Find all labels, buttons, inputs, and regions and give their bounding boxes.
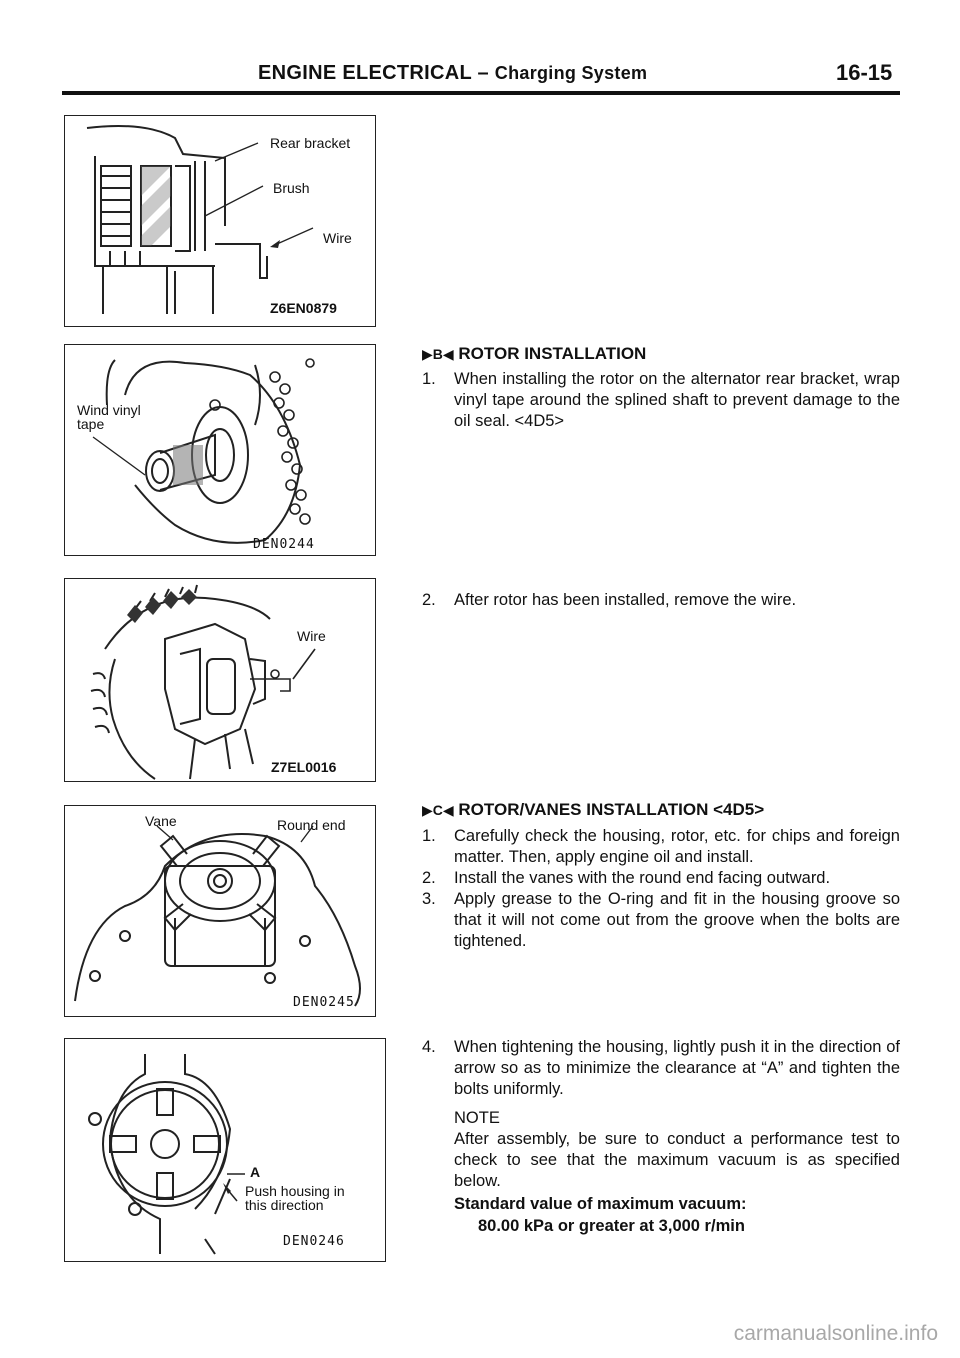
header-dash: –	[477, 62, 489, 84]
label-tape: tape	[77, 416, 105, 432]
step-text: Carefully check the housing, rotor, etc. for chips and foreign matter. Then, apply engine oil and install.	[454, 827, 900, 866]
section-heading-vanes	[422, 800, 764, 820]
standard-value: 80.00 kPa or greater at 3,000 r/min	[478, 1217, 745, 1235]
step-text: When installing the rotor on the alternator rear bracket, wrap vinyl tape around the splined shaft to prevent damage to the oil seal. <4D5>	[454, 370, 900, 430]
figure-code: DEN0244	[253, 537, 315, 552]
figure-push-housing	[64, 1038, 386, 1262]
step-text: When tightening the housing, lightly push it in the direction of arrow so as to minimize the clearance at “A” and tighten the bolts uniformly.	[454, 1038, 900, 1098]
label-rear-bracket: Rear bracket	[270, 135, 351, 151]
figure-code: Z7EL0016	[271, 759, 337, 775]
figure-code: DEN0246	[283, 1234, 345, 1249]
rotor-vanes-diagram	[65, 806, 375, 1016]
header-subtitle: Charging System	[494, 63, 648, 83]
note-label: NOTE	[454, 1109, 500, 1127]
label-round-end: Round end	[277, 817, 346, 833]
vanes-step-3	[422, 889, 900, 952]
section-marker: ▶C◀	[422, 802, 454, 818]
label-brush: Brush	[273, 180, 310, 196]
standard-value-label: Standard value of maximum vacuum:	[454, 1195, 747, 1213]
step-text: After rotor has been installed, remove the wire.	[454, 591, 797, 609]
label-wire: Wire	[297, 628, 326, 644]
section-heading-rotor	[422, 344, 646, 364]
section-title: ROTOR/VANES INSTALLATION <4D5>	[458, 800, 765, 819]
vanes-step-4	[422, 1037, 900, 1100]
page-header-title	[258, 62, 647, 85]
header-title: ENGINE ELECTRICAL	[258, 62, 472, 84]
label-vane: Vane	[145, 813, 177, 829]
page-number: 16-15	[836, 60, 893, 85]
label-wind-vinyl: Wind vinyl	[77, 402, 141, 418]
note-text: After assembly, be sure to conduct a performance test to check to see that the maximum vacuum is as specified below.	[454, 1130, 900, 1190]
figure-brush-wire	[64, 115, 376, 327]
vanes-step-1	[422, 826, 900, 868]
rotor-shaft-diagram	[65, 345, 375, 555]
step-number: 2.	[422, 869, 436, 887]
label-a: A	[250, 1164, 261, 1180]
figure-vanes	[64, 805, 376, 1017]
step-number: 1.	[422, 827, 436, 845]
alternator-wire-diagram	[65, 579, 375, 781]
label-push-housing: Push housing in	[245, 1183, 345, 1199]
watermark: carmanualsonline.info	[733, 1322, 938, 1345]
label-this-direction: this direction	[245, 1197, 324, 1213]
label-wire: Wire	[323, 230, 352, 246]
step-text: Install the vanes with the round end facing outward.	[454, 869, 831, 887]
header-divider	[62, 91, 900, 95]
section-title: ROTOR INSTALLATION	[458, 344, 647, 363]
step-number: 4.	[422, 1038, 436, 1056]
step-text: Apply grease to the O-ring and fit in the housing groove so that it will not come out from the groove when the bolts are tightened.	[454, 890, 900, 950]
figure-vinyl-tape	[64, 344, 376, 556]
step-number: 3.	[422, 890, 436, 908]
rotor-step-2	[422, 590, 900, 612]
figure-code: DEN0245	[293, 995, 355, 1010]
figure-wire-removal	[64, 578, 376, 782]
housing-diagram	[65, 1039, 385, 1261]
rotor-step-1	[422, 369, 900, 435]
vanes-step-2	[422, 868, 900, 889]
step-number: 2.	[422, 591, 436, 609]
step-number: 1.	[422, 370, 436, 388]
figure-code: Z6EN0879	[270, 300, 337, 316]
section-marker: ▶B◀	[422, 346, 454, 362]
